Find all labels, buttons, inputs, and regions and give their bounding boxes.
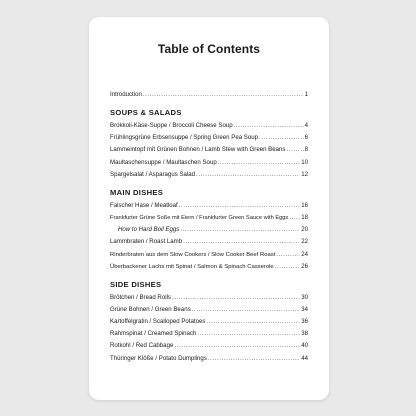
dot-leader <box>259 134 304 142</box>
dot-leader <box>218 159 301 167</box>
toc-entry[interactable] <box>110 318 308 326</box>
table-of-contents <box>110 91 308 367</box>
toc-entry-label: Maultaschensuppe / Maultaschen Soup <box>110 158 217 166</box>
toc-entry-label: Introduction <box>110 91 142 98</box>
section-heading-side-dishes: SIDE DISHES <box>110 279 162 289</box>
toc-page-number: 36 <box>301 318 308 326</box>
dot-leader <box>208 355 300 363</box>
toc-entry-label: Frühlingsgrüne Erbsensuppe / Spring Green Pea Soup <box>110 134 259 142</box>
dot-leader <box>289 214 300 222</box>
dot-leader <box>174 342 300 350</box>
toc-page-number: 38 <box>301 330 308 338</box>
toc-entry[interactable] <box>110 238 308 246</box>
toc-entry-introduction[interactable] <box>110 91 308 99</box>
dot-leader <box>197 330 300 338</box>
toc-page-number: 16 <box>301 201 308 209</box>
toc-entry-label: Frankfurter Grüne Soße mit Eiern / Frankfurter Green Sauce with Eggs <box>110 214 289 221</box>
toc-page-number: 26 <box>301 262 308 270</box>
toc-page <box>89 17 329 400</box>
toc-subentry[interactable] <box>110 226 308 234</box>
toc-entry-label: Thüringer Klöße / Potato Dumplings <box>110 354 207 362</box>
toc-entry-label: Kartoffelgratin / Scalloped Potatoes <box>110 318 206 326</box>
dot-leader <box>180 226 300 234</box>
toc-entry-label: Falscher Hase / Meatloaf <box>110 201 178 209</box>
toc-page-number: 24 <box>301 250 308 258</box>
dot-leader <box>276 251 300 259</box>
toc-entry[interactable] <box>110 202 308 210</box>
toc-entry-label: Rahmspinat / Creamed Spinach <box>110 330 197 338</box>
toc-entry[interactable] <box>110 134 308 142</box>
toc-entry[interactable] <box>110 330 308 338</box>
dot-leader <box>206 318 300 326</box>
dot-leader <box>179 202 300 210</box>
dot-leader <box>234 122 304 130</box>
dot-leader <box>192 306 301 314</box>
dot-leader <box>286 146 303 154</box>
toc-page-number: 18 <box>301 213 308 221</box>
toc-entry-label: Lammeintopf mit Grünen Bohnen / Lamb Stew with Green Beans <box>110 146 286 154</box>
toc-entry-label: Grüne Bohnen / Green Beans <box>110 305 191 313</box>
toc-page-number: 34 <box>301 305 308 313</box>
toc-page-number: 20 <box>301 226 308 234</box>
toc-page-number: 8 <box>304 146 308 154</box>
toc-entry-label: Überbackener Lachs mit Spinat / Salmon & Spinach Casserole <box>110 263 274 270</box>
toc-page-number: 10 <box>301 158 308 166</box>
toc-entry[interactable] <box>110 171 308 179</box>
toc-entry[interactable] <box>110 146 308 154</box>
toc-entry[interactable] <box>110 294 308 302</box>
toc-entry-label: Rinderbraten aus dem Slow Cookers / Slow Cooker Beef Roast <box>110 251 276 258</box>
toc-entry[interactable] <box>110 342 308 350</box>
dot-leader <box>275 263 301 271</box>
toc-page-number: 44 <box>301 354 308 362</box>
toc-entry-label: Rotkohl / Red Cabbage <box>110 342 174 350</box>
toc-entry[interactable] <box>110 214 308 222</box>
toc-page-number: 22 <box>301 238 308 246</box>
toc-page-number: 12 <box>301 170 308 178</box>
toc-page-number: 6 <box>304 134 308 142</box>
page-title: Table of Contents <box>157 42 261 56</box>
toc-entry-label: Spargelsalat / Asparagus Salad <box>110 170 196 178</box>
toc-entry-label: Brokkoli-Käse-Suppe / Broccoli Cheese Soup <box>110 122 233 129</box>
toc-entry-label <box>110 226 179 234</box>
toc-entry-label: Lammbraten / Roast Lamb <box>110 238 183 246</box>
toc-entry[interactable] <box>110 263 308 271</box>
toc-page-number: 30 <box>301 293 308 301</box>
section-heading-soups-salads: SOUPS & SALADS <box>110 108 182 117</box>
toc-page-number: 1 <box>304 91 308 98</box>
dot-leader <box>143 91 304 99</box>
toc-entry[interactable] <box>110 355 308 363</box>
toc-entry-label: Brötchen / Bread Rolls <box>110 293 171 301</box>
toc-page-number: 40 <box>301 342 308 350</box>
dot-leader <box>172 294 300 302</box>
toc-entry[interactable] <box>110 122 308 130</box>
toc-entry[interactable] <box>110 306 308 314</box>
toc-page-number: 4 <box>304 122 308 129</box>
toc-entry-label-italic: How to Hard Boil Eggs <box>118 226 180 234</box>
toc-entry[interactable] <box>110 159 308 167</box>
toc-entry[interactable] <box>110 251 308 259</box>
dot-leader <box>183 238 300 246</box>
dot-leader <box>196 171 300 179</box>
section-heading-main-dishes: MAIN DISHES <box>110 187 164 197</box>
